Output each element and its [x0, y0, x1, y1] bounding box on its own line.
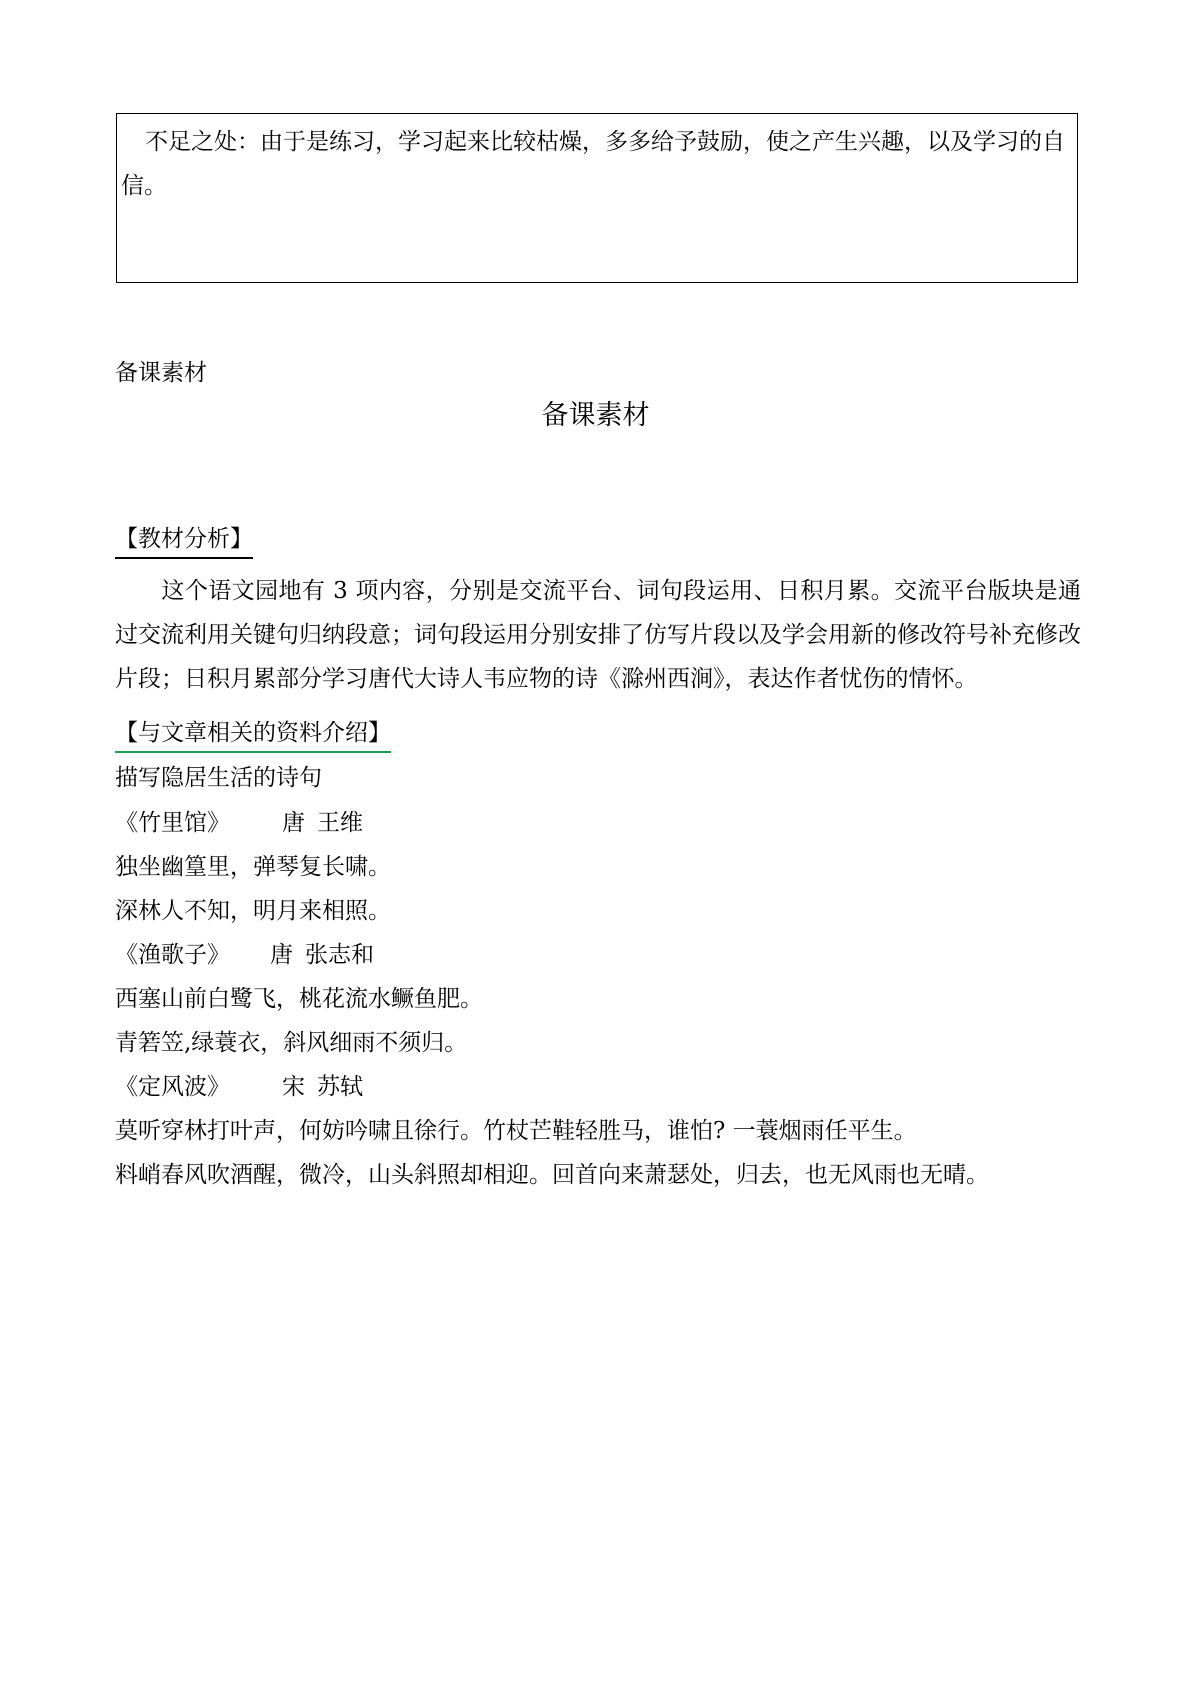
poem-title: 《渔歌子》: [115, 942, 230, 968]
poem-line: 独坐幽篁里，弹琴复长啸。: [115, 854, 391, 880]
poem-heading: [115, 1072, 363, 1102]
materials-intro: 描写隐居生活的诗句: [115, 765, 322, 791]
poem-line: 青箬笠,绿蓑衣，斜风细雨不须归。: [115, 1030, 468, 1056]
poem-line: 西塞山前白鹭飞，桃花流水鳜鱼肥。: [115, 986, 483, 1012]
poem-line: 莫听穿林打叶声，何妨吟啸且徐行。竹杖芒鞋轻胜马，谁怕? 一蓑烟雨任平生。: [115, 1118, 917, 1144]
poem-line: 深林人不知，明月来相照。: [115, 898, 391, 924]
poem-heading: [115, 808, 363, 838]
page-title: 备课素材: [541, 400, 650, 431]
section-label: 备课素材: [115, 360, 207, 386]
reflection-box: [116, 113, 1078, 283]
poem-dynasty: 宋: [282, 1074, 305, 1100]
poem-heading: [115, 940, 374, 970]
materials-heading: 【与文章相关的资料介绍】: [115, 718, 391, 753]
poem-title: 《竹里馆》: [115, 810, 230, 836]
analysis-paragraph-text: 这个语文园地有 3 项内容，分别是交流平台、词句段运用、日积月累。交流平台版块是通过交流利用关键句归纳段意；词句段运用分别安排了仿写片段以及学会用新的修改符号补充修改片段；日积月累部分学习唐代大诗人韦应物的诗《滁州西涧》，表达作者忧伤的情怀。: [115, 578, 1081, 692]
poem-author: 张志和: [305, 942, 374, 968]
analysis-paragraph: [115, 569, 1081, 701]
poem-line: 料峭春风吹酒醒，微冷，山头斜照却相迎。回首向来萧瑟处，归去，也无风雨也无晴。: [115, 1162, 989, 1188]
poem-author: 王维: [317, 810, 363, 836]
poem-dynasty: 唐: [270, 942, 293, 968]
analysis-heading: 【教材分析】: [115, 524, 253, 559]
poem-dynasty: 唐: [282, 810, 305, 836]
poem-author: 苏轼: [317, 1074, 363, 1100]
poem-title: 《定风波》: [115, 1074, 230, 1100]
reflection-text: 不足之处：由于是练习，学习起来比较枯燥，多多给予鼓励，使之产生兴趣，以及学习的自信。: [121, 129, 1065, 199]
